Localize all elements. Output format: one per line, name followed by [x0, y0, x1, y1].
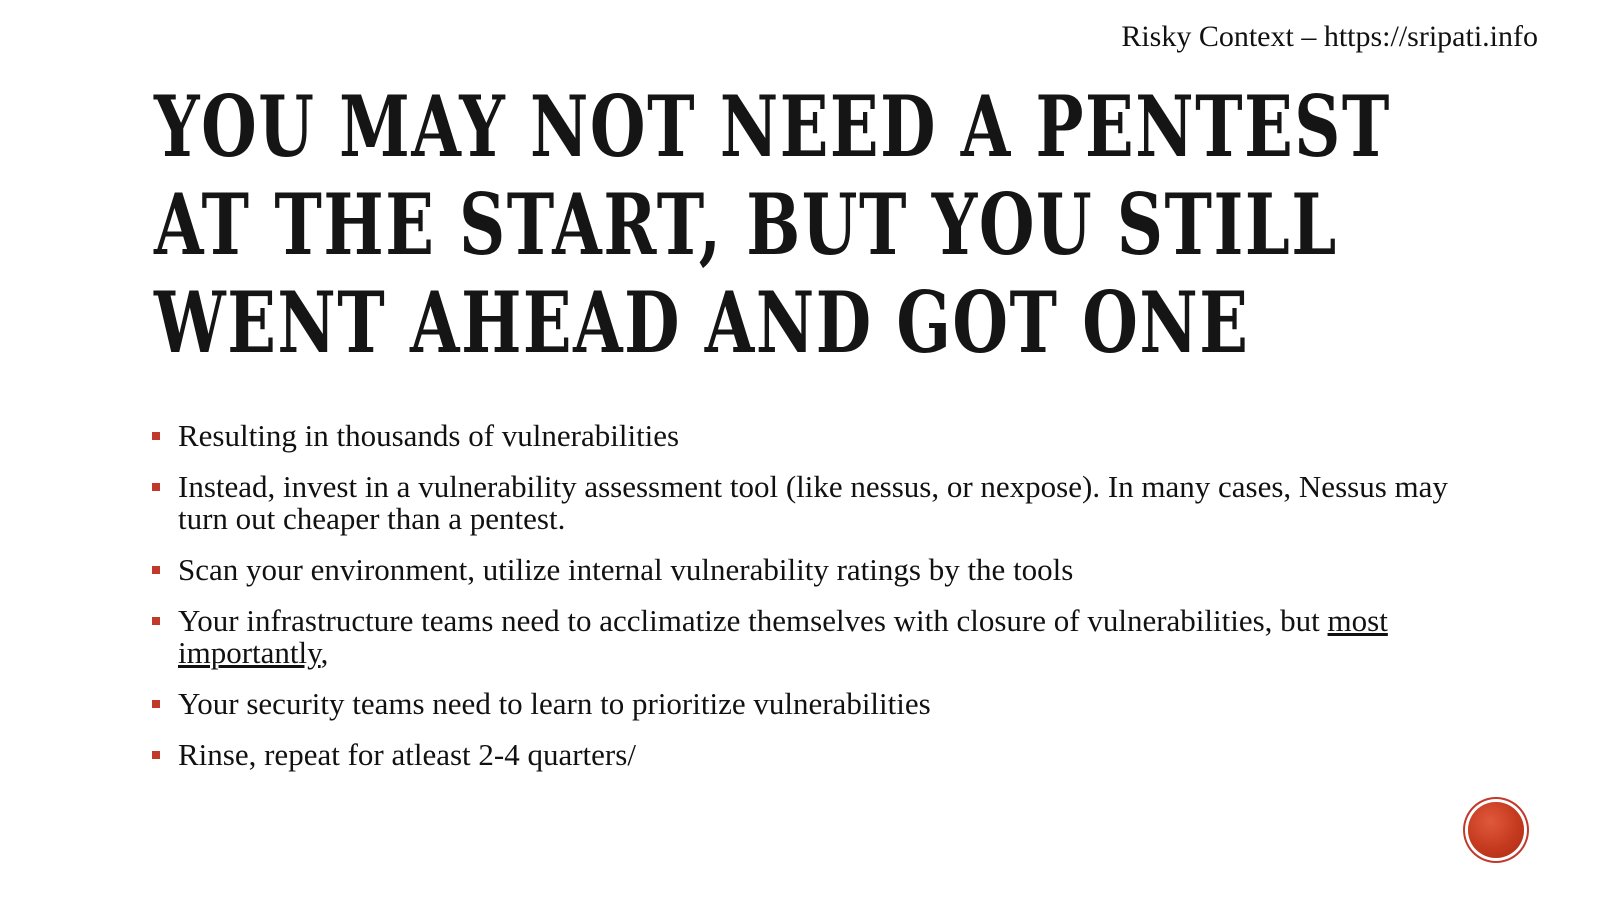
- bullet-text: Rinse, repeat for atleast 2-4 quarters/: [178, 737, 636, 772]
- list-item: [152, 688, 1452, 720]
- bullet-text-underlined: most importantly: [178, 603, 1388, 670]
- bullet-text-after: ,: [320, 635, 329, 670]
- slide-title: YOU MAY NOT NEED A PENTEST AT THE START, BUT YOU STILL WENT AHEAD AND GOT ONE: [154, 77, 1391, 372]
- bullet-text: Resulting in thousands of vulnerabilities: [178, 418, 680, 453]
- list-item: [152, 605, 1452, 669]
- list-item: [152, 739, 1452, 771]
- header-note: Risky Context – https://sripati.info: [1121, 20, 1538, 53]
- bullet-text: Scan your environment, utilize internal vulnerability ratings by the tools: [178, 552, 1074, 587]
- bullet-square-icon: [152, 432, 160, 440]
- bullet-list: [152, 420, 1452, 790]
- bullet-square-icon: [152, 483, 160, 491]
- bullet-text: Instead, invest in a vulnerability assessment tool (like nessus, or nexpose). In many cases, Nessus may turn out cheaper than a pentest.: [178, 469, 1448, 536]
- bullet-square-icon: [152, 617, 160, 625]
- bullet-square-icon: [152, 700, 160, 708]
- list-item: [152, 554, 1452, 586]
- bullet-text-before: Your infrastructure teams need to acclimatize themselves with closure of vulnerabilities, but: [178, 603, 1328, 638]
- next-slide-icon[interactable]: [1468, 802, 1524, 858]
- list-item: [152, 471, 1452, 535]
- bullet-square-icon: [152, 751, 160, 759]
- list-item: [152, 420, 1452, 452]
- bullet-text: Your security teams need to learn to prioritize vulnerabilities: [178, 686, 931, 721]
- bullet-square-icon: [152, 566, 160, 574]
